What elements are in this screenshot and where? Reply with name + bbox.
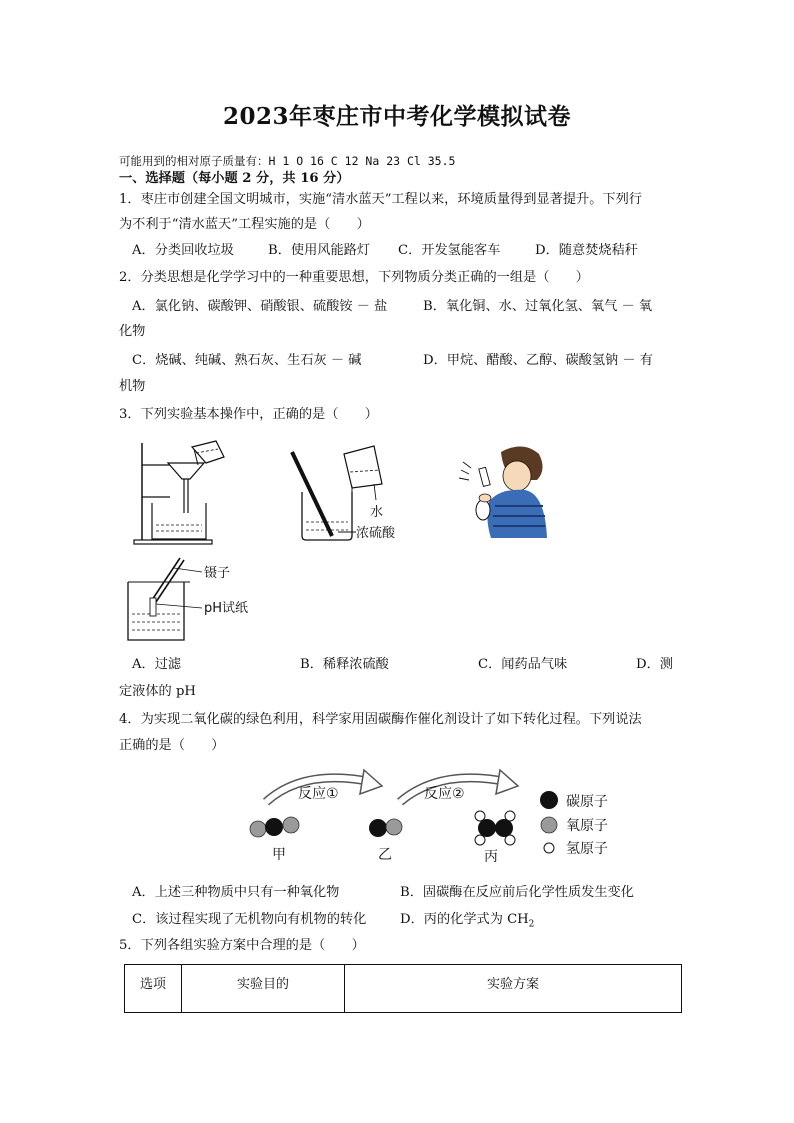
atomic-mass-line: 可能用到的相对原子质量有：H 1 O 16 C 12 Na 23 Cl 35.5 <box>119 154 456 168</box>
reaction-1-label: 反应① <box>298 786 339 802</box>
ph-measure-figure <box>124 550 254 646</box>
q2-option-d-cont: 机物 <box>119 379 146 394</box>
legend-hydrogen-icon <box>544 843 554 853</box>
legend-oxygen-icon <box>541 817 557 833</box>
page-title: 2023年枣庄市中考化学模拟试卷 <box>222 103 571 130</box>
hydrogen-atom <box>475 811 485 821</box>
q3-option-d-cont: 定液体的 pH <box>119 684 196 699</box>
q1-stem-line1: 1．枣庄市创建全国文明城市，实施“清水蓝天”工程以来，环境质量得到显著提升。下列行 <box>119 192 642 207</box>
tweezers-label: 镊子 <box>204 566 231 581</box>
q2-stem: 2．分类思想是化学学习中的一种重要思想，下列物质分类正确的一组是（ ） <box>119 270 589 285</box>
molecule-bing-label: 丙 <box>484 849 498 865</box>
q3-option-b: B．稀释浓硫酸 <box>300 657 389 672</box>
table-header-plan: 实验方案 <box>345 965 682 1013</box>
table-header-row <box>125 965 682 1013</box>
q3-stem: 3．下列实验基本操作中，正确的是（ ） <box>119 407 378 422</box>
ph-paper-label: pH试纸 <box>204 601 249 616</box>
reaction-2-label: 反应② <box>424 786 465 802</box>
q2-option-b: B．氧化铜、水、过氧化氢、氧气 － 氧 <box>423 299 653 314</box>
filtration-apparatus-figure <box>128 435 230 547</box>
q4-option-a: A．上述三种物质中只有一种氧化物 <box>132 885 340 900</box>
q1-option-c: C．开发氢能客车 <box>398 243 501 258</box>
q2-option-a: A．氯化钠、碳酸钾、硝酸银、硫酸铵 － 盐 <box>132 299 388 314</box>
q4-option-d <box>400 911 534 934</box>
co2-conversion-diagram <box>244 762 624 870</box>
water-label: 水 <box>370 505 384 520</box>
section-heading: 一、选择题（每小题 2 分，共 16 分） <box>119 171 350 186</box>
molecule-jia-label: 甲 <box>272 847 286 863</box>
q1-option-d: D．随意焚烧秸秆 <box>535 243 638 258</box>
carbon-atom <box>369 819 387 837</box>
carbon-atom <box>495 819 513 837</box>
molecule-yi-label: 乙 <box>378 847 392 863</box>
q5-table <box>124 964 682 1013</box>
q1-option-a: A．分类回收垃圾 <box>132 243 234 258</box>
q1-stem-line2: 为不利于“清水蓝天”工程实施的是（ ） <box>119 217 370 232</box>
hydrogen-atom <box>475 835 485 845</box>
q1-option-b: B．使用风能路灯 <box>268 243 371 258</box>
q5-stem: 5．下列各组实验方案中合理的是（ ） <box>119 938 365 953</box>
legend-carbon-label: 碳原子 <box>566 794 608 810</box>
q4-option-c: C．该过程实现了无机物向有机物的转化 <box>132 912 367 927</box>
carbon-atom <box>265 818 283 836</box>
q4-option-d-text: D．丙的化学式为 CH <box>400 912 529 927</box>
acid-dilution-figure <box>288 440 428 544</box>
oxygen-atom <box>386 819 402 835</box>
oxygen-atom <box>283 817 299 833</box>
q4-stem-line2: 正确的是（ ） <box>119 738 225 753</box>
q3-option-a: A．过滤 <box>132 657 182 672</box>
legend-carbon-icon <box>540 791 558 809</box>
q4-option-b: B．固碳酶在反应前后化学性质发生变化 <box>400 885 634 900</box>
q2-option-c: C．烧碱、纯碱、熟石灰、生石灰 － 碱 <box>132 353 362 368</box>
legend-oxygen-label: 氧原子 <box>566 818 608 834</box>
oxygen-atom <box>250 821 266 837</box>
q3-option-c: C．闻药品气味 <box>478 657 568 672</box>
legend-hydrogen-label: 氢原子 <box>566 841 608 857</box>
q4-stem-line1: 4．为实现二氧化碳的绿色利用，科学家用固碳酶作催化剂设计了如下转化过程。下列说法 <box>119 712 642 727</box>
acid-label: 浓硫酸 <box>356 526 396 541</box>
carbon-atom <box>478 819 496 837</box>
table-header-option: 选项 <box>125 965 182 1013</box>
q3-option-d: D．测 <box>636 657 673 672</box>
q4-option-d-subscript: 2 <box>528 919 535 930</box>
q2-option-d: D．甲烷、醋酸、乙醇、碳酸氢钠 － 有 <box>423 353 653 368</box>
smelling-figure <box>455 440 551 540</box>
table-header-purpose: 实验目的 <box>182 965 345 1013</box>
q2-option-b-cont: 化物 <box>119 324 146 339</box>
